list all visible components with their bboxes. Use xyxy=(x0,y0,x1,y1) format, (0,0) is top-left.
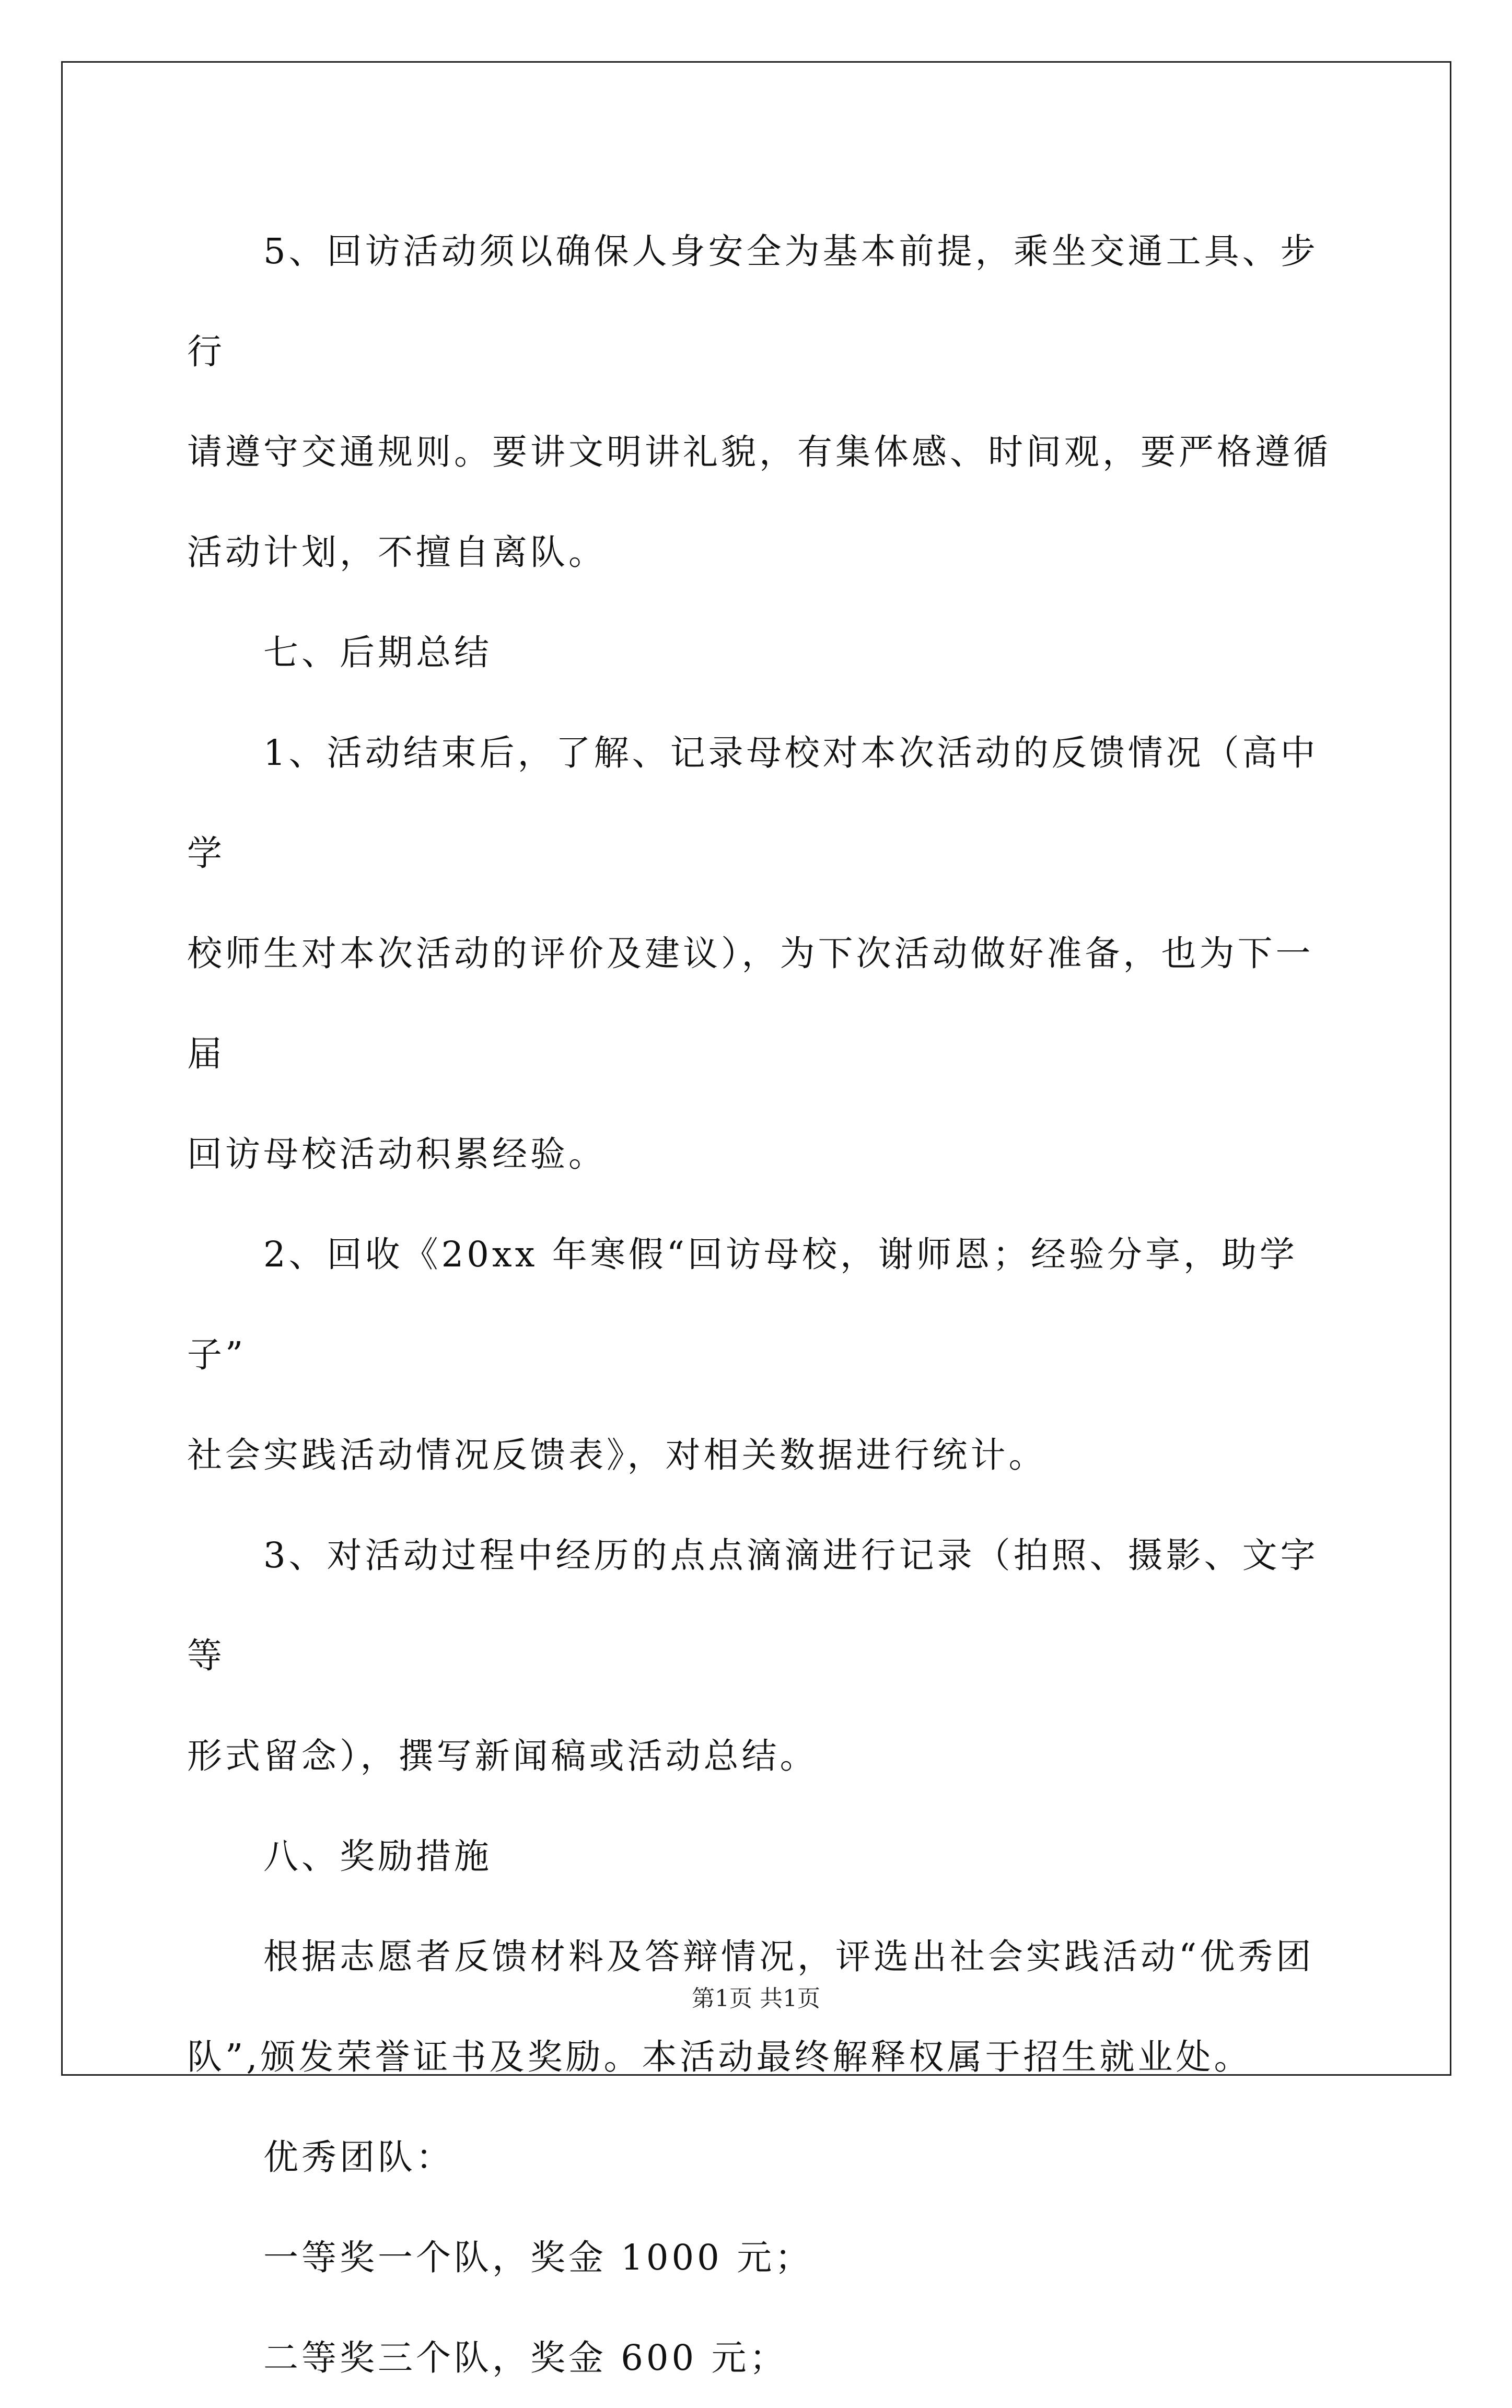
paragraph-feedback: 1、活动结束后，了解、记录母校对本次活动的反馈情况（高中学 校师生对本次活动的评价及建议），为下次活动做好准备，也为下一届 回访母校活动积累经验。 xyxy=(187,732,1319,1174)
page-number-footer: 第1页 共1页 xyxy=(692,1985,820,2012)
section-heading-summary: 七、后期总结 xyxy=(263,632,492,673)
paragraph-safety-rules: 5、回访活动须以确保人身安全为基本前提，乘坐交通工具、步行 请遵守交通规则。要讲文明讲礼貌，有集体感、时间观，要严格遵循 活动计划，不擅自离队。 xyxy=(187,231,1331,573)
document-body xyxy=(187,201,1336,2408)
paragraph-record-activity: 3、对活动过程中经历的点点滴滴进行记录（拍照、摄影、文字等 形式留念），撰写新闻稿或活动总结。 xyxy=(187,1535,1319,1776)
paragraph-second-prize: 二等奖三个队，奖金 600 元； xyxy=(263,2337,788,2378)
paragraph-first-prize: 一等奖一个队，奖金 1000 元； xyxy=(263,2237,813,2278)
paragraph-excellent-teams: 优秀团队： xyxy=(263,2137,454,2178)
section-heading-rewards: 八、奖励措施 xyxy=(263,1836,492,1877)
paragraph-award-selection: 根据志愿者反馈材料及答辩情况，评选出社会实践活动“优秀团 队”,颁发荣誉证书及奖励。本活动最终解释权属于招生就业处。 xyxy=(187,1936,1315,2077)
paragraph-collect-forms: 2、回收《20xx 年寒假“回访母校，谢师恩；经验分享，助学子” 社会实践活动情况反馈表》，对相关数据进行统计。 xyxy=(187,1234,1298,1475)
